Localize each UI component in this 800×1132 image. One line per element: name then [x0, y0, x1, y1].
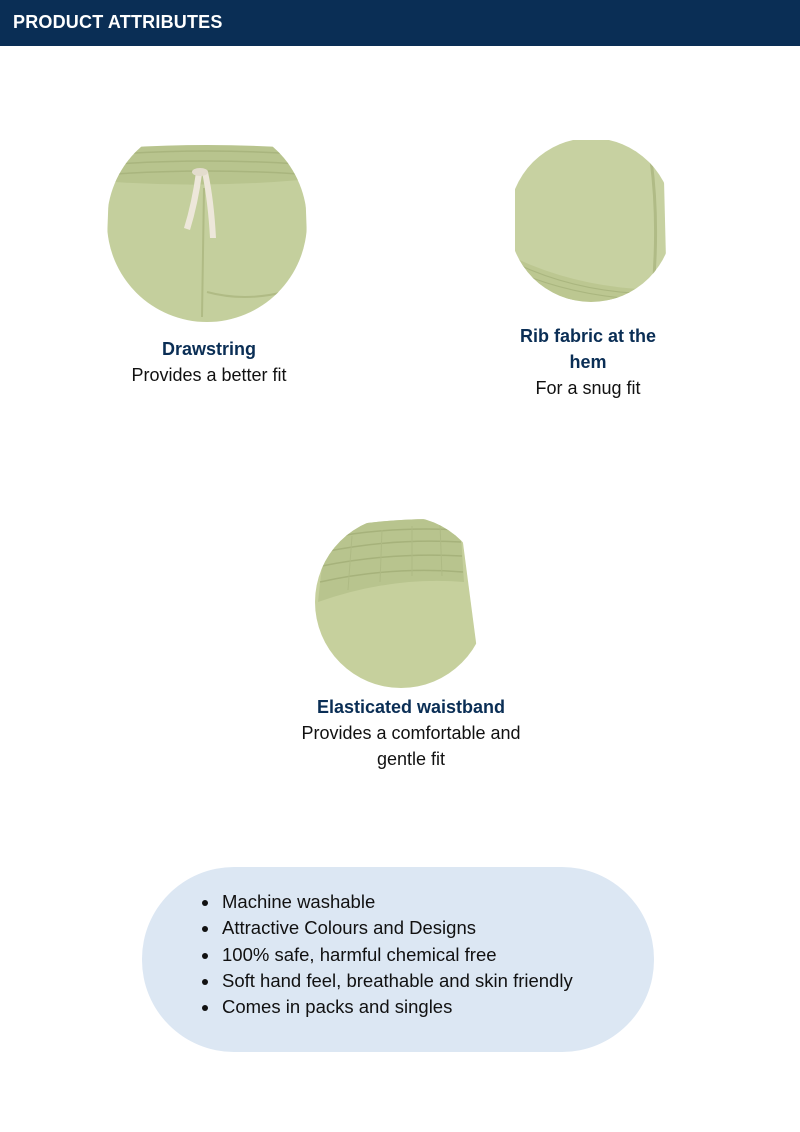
feature-description: Provides a better fit [131, 365, 287, 385]
feature-title: Elasticated waistband [316, 697, 506, 717]
feature-waistband [300, 694, 522, 772]
feature-description: Provides a comfortable and gentle fit [301, 723, 521, 769]
feature-description: For a snug fit [535, 378, 641, 398]
features-list-panel [142, 867, 654, 1052]
waistband-image [312, 516, 490, 688]
feature-rib-hem [508, 323, 668, 401]
drawstring-image [104, 142, 310, 322]
list-item: • Attractive Colours and Designs [220, 915, 573, 941]
features-list [202, 889, 573, 1020]
rib-hem-image [513, 140, 669, 306]
feature-title: Drawstring [161, 339, 257, 359]
page-header [0, 0, 800, 46]
feature-title: Rib fabric at the hem [519, 326, 657, 372]
list-item: • Soft hand feel, breathable and skin friendly [220, 968, 573, 994]
list-item: • Machine washable [220, 889, 573, 915]
feature-drawstring [109, 336, 309, 388]
page-title: PRODUCT ATTRIBUTES [13, 12, 223, 32]
list-item: • 100% safe, harmful chemical free [220, 942, 573, 968]
list-item: • Comes in packs and singles [220, 994, 573, 1020]
